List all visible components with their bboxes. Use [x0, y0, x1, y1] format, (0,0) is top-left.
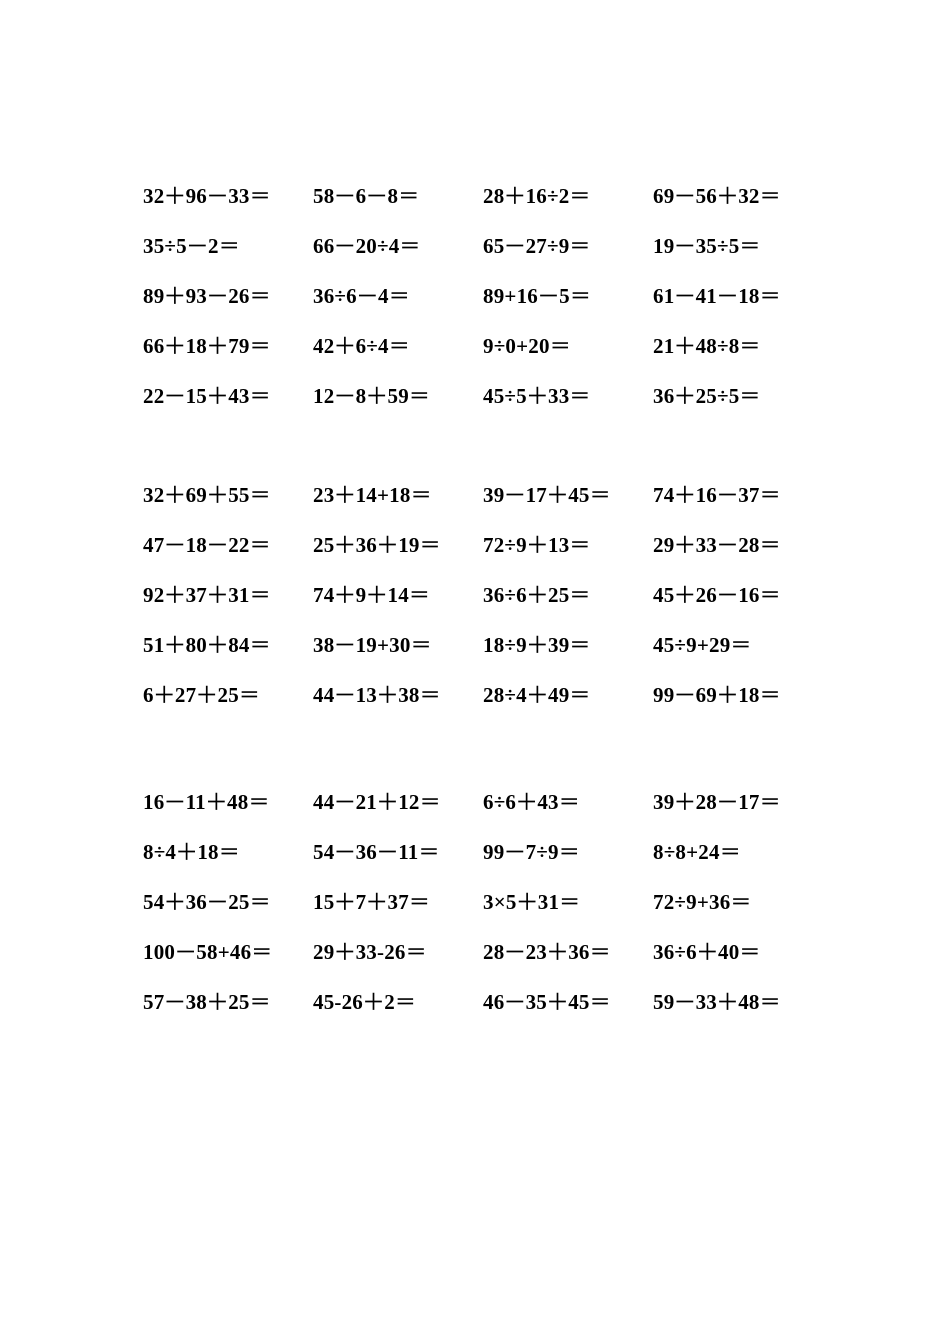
problem: 9÷0+20＝ [483, 334, 571, 358]
problem: 58－6－8＝ [313, 184, 420, 208]
problem: 74＋16－37＝ [653, 483, 781, 507]
problem-row [143, 669, 823, 719]
problem: 36÷6＋40＝ [653, 940, 761, 964]
problem: 22－15＋43＝ [143, 384, 271, 408]
problem-block-1 [143, 170, 823, 420]
problem-block-2 [143, 469, 823, 719]
problem: 8÷8+24＝ [653, 840, 741, 864]
problem-row [143, 569, 823, 619]
problem: 35÷5－2＝ [143, 234, 240, 258]
problem: 32＋69＋55＝ [143, 483, 271, 507]
problem: 74＋9＋14＝ [313, 583, 431, 607]
problem: 44－21＋12＝ [313, 790, 441, 814]
problem: 38－19+30＝ [313, 633, 432, 657]
problem: 12－8＋59＝ [313, 384, 431, 408]
problem: 39－17＋45＝ [483, 483, 611, 507]
problem: 36÷6－4＝ [313, 284, 410, 308]
problem: 15＋7＋37＝ [313, 890, 431, 914]
problem: 25＋36＋19＝ [313, 533, 441, 557]
problem: 99－69＋18＝ [653, 683, 781, 707]
problem: 28÷4＋49＝ [483, 683, 591, 707]
problem: 28＋16÷2＝ [483, 184, 591, 208]
problem: 36＋25÷5＝ [653, 384, 761, 408]
problem-row [143, 270, 823, 320]
problem: 19－35÷5＝ [653, 234, 761, 258]
problem: 46－35＋45＝ [483, 990, 611, 1014]
problem: 32＋96－33＝ [143, 184, 271, 208]
problem-row [143, 876, 823, 926]
problem-row [143, 976, 823, 1026]
problem: 57－38＋25＝ [143, 990, 271, 1014]
problem: 16－11＋48＝ [143, 790, 270, 814]
problem: 45÷5＋33＝ [483, 384, 591, 408]
problem: 92＋37＋31＝ [143, 583, 271, 607]
problem: 54＋36－25＝ [143, 890, 271, 914]
problem: 6＋27＋25＝ [143, 683, 261, 707]
problem-block-3 [143, 776, 823, 1026]
problem: 23＋14+18＝ [313, 483, 432, 507]
problem: 44－13＋38＝ [313, 683, 441, 707]
problem-row [143, 320, 823, 370]
problem: 45-26＋2＝ [313, 990, 417, 1014]
problem: 45＋26－16＝ [653, 583, 781, 607]
problem-row [143, 170, 823, 220]
problem: 29＋33-26＝ [313, 940, 427, 964]
problem: 36÷6＋25＝ [483, 583, 591, 607]
problem: 99－7÷9＝ [483, 840, 580, 864]
problem: 28－23＋36＝ [483, 940, 611, 964]
problem: 66－20÷4＝ [313, 234, 421, 258]
problem: 47－18－22＝ [143, 533, 271, 557]
problem-row [143, 370, 823, 420]
problem-row [143, 776, 823, 826]
problem: 51＋80＋84＝ [143, 633, 271, 657]
problem-row [143, 469, 823, 519]
problem: 6÷6＋43＝ [483, 790, 580, 814]
problem: 61－41－18＝ [653, 284, 781, 308]
problem: 54－36－11＝ [313, 840, 440, 864]
problem: 29＋33－28＝ [653, 533, 781, 557]
problem: 59－33＋48＝ [653, 990, 781, 1014]
problem: 18÷9＋39＝ [483, 633, 591, 657]
problem: 66＋18＋79＝ [143, 334, 271, 358]
problem: 89＋93－26＝ [143, 284, 271, 308]
problem: 45÷9+29＝ [653, 633, 752, 657]
problem: 42＋6÷4＝ [313, 334, 410, 358]
problem: 72÷9＋13＝ [483, 533, 591, 557]
problem: 39＋28－17＝ [653, 790, 781, 814]
problem: 8÷4＋18＝ [143, 840, 240, 864]
problem: 69－56＋32＝ [653, 184, 781, 208]
problem: 21＋48÷8＝ [653, 334, 761, 358]
problem-row [143, 220, 823, 270]
problem: 89+16－5＝ [483, 284, 592, 308]
problem-row [143, 826, 823, 876]
problem-row [143, 619, 823, 669]
problem: 72÷9+36＝ [653, 890, 752, 914]
problem: 65－27÷9＝ [483, 234, 591, 258]
problem: 3×5＋31＝ [483, 890, 581, 914]
problem: 100－58+46＝ [143, 940, 273, 964]
problem-row [143, 926, 823, 976]
problem-row [143, 519, 823, 569]
